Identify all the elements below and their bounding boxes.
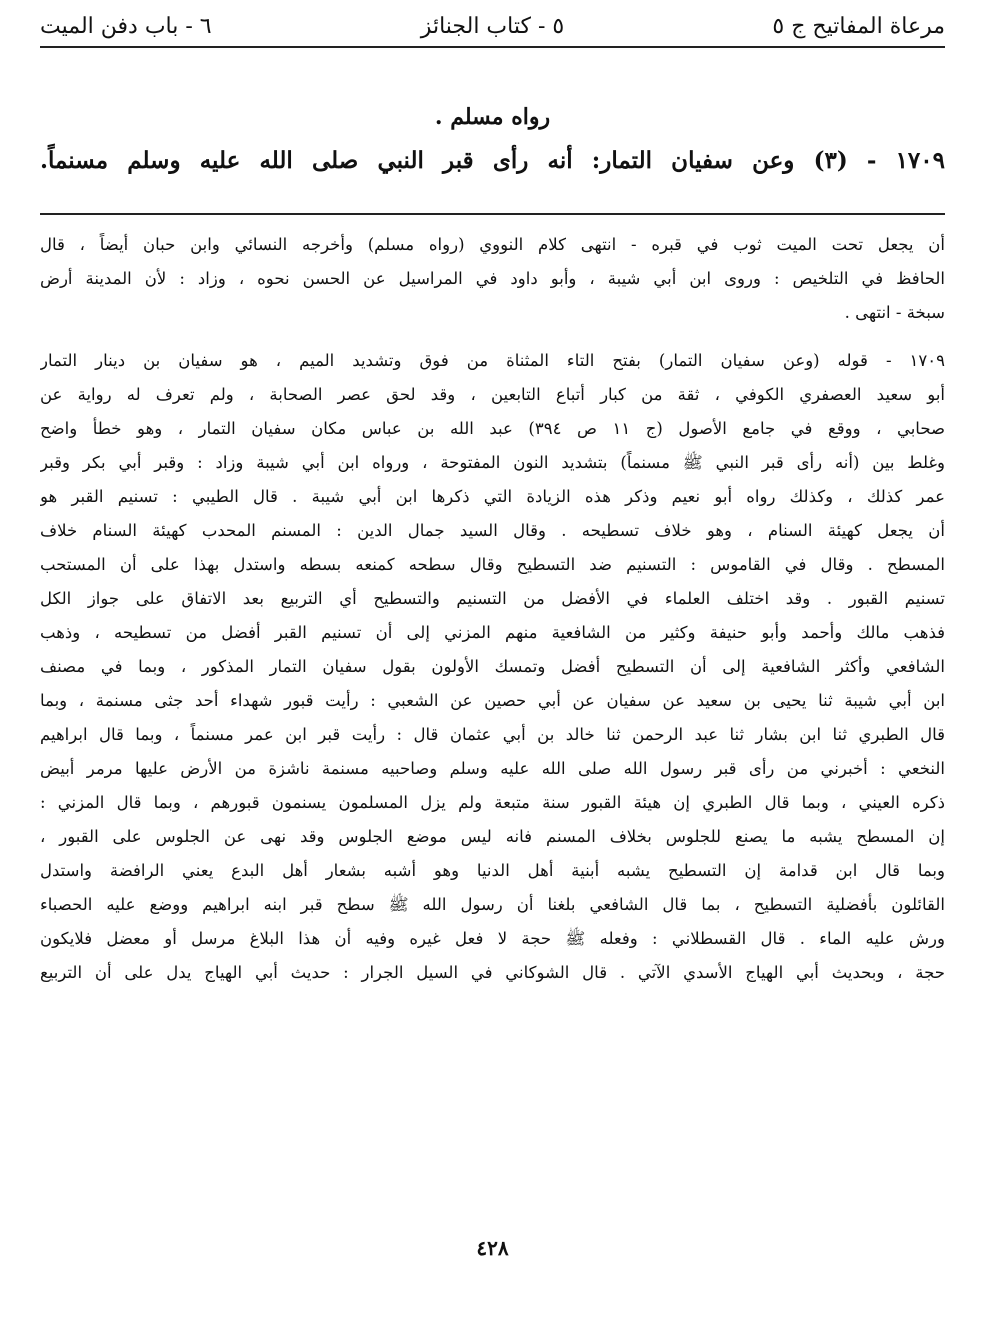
narration-line: رواه مسلم . [434,104,551,130]
commentary-line: أن يجعل كهيئة السنام ، وهو خلاف تسطيحه . وقال السيد جمال الدين : المسنم المحدب كهيئة السنام خلاف [40,521,945,540]
commentary-line: سبخة - انتهى . [844,303,945,322]
header-chapter: ٥ - كتاب الجنائز [420,13,565,39]
commentary-line: فذهب مالك وأحمد وأبو حنيفة وكثير من الشافعية منهم المزني إلى أن تسنيم القبر أفضل من تسطيحه ، وذهب [40,623,945,642]
commentary-line: وبما قال ابن قدامة إن التسطيح يشبه أبنية أهل الدنيا وهو أشبه بشعار أهل البدع يعني الرافضة واستدل [40,861,945,880]
commentary-line: قال الطبري ثنا ابن بشار ثنا عبد الرحمن ثنا خالد بن أبي عثمان قال : رأيت قبر ابن عمر مسنماً ، وبما قال ابراهيم [40,725,945,744]
commentary-line: أبو سعيد العصفري الكوفي ، ثقة من كبار أتباع التابعين ، وقد لحق عصر الصحابة ، ولم تعرف له رواية عن [40,385,945,404]
commentary-line: حجة ، وبحديث أبي الهياج الأسدي الآتي . قال الشوكاني في السيل الجرار : حديث أبي الهياج يدل على أن التربيع [40,963,945,982]
commentary-line: المسطح . وقال في القاموس : التسنيم ضد التسطيح وقال سطحه كمنعه بسطه واستدل بهذا على أن المستحب [40,555,945,574]
header-book-volume: مرعاة المفاتيح ج ٥ [772,13,945,39]
commentary-line: إن المسطح يشبه ما يصنع للجلوس بخلاف المسنم فانه ليس موضع الجلوس وقد نهى عن الجلوس على القبور ، [40,827,945,846]
commentary-line: القائلون بأفضلية التسطيح ، بما قال الشافعي بلغنا أن رسول الله ﷺ سطح قبر ابنه ابراهيم ووضع عليه الحصباء [40,895,945,914]
commentary-line: أن يجعل تحت الميت ثوب في قبره - انتهى كلام النووي (رواه مسلم) وأخرجه النسائي وابن حبان أيضاً ، قال [40,235,945,254]
commentary-line: عمر كذلك ، وكذلك رواه أبو نعيم وذكر هذه الزيادة التي ذكرها ابن أبي شيبة . قال الطيبي : تسنيم القبر هو [40,487,945,506]
section-divider [40,213,945,215]
commentary-block [40,228,945,990]
commentary-line: ذكره العيني ، وبما قال الطبري إن هيئة القبور سنة متبعة ولم يزل المسلمون يسنمون قبورهم ، وبما قال المزني : [40,793,945,812]
commentary-line: صحابي ، ووقع في جامع الأصول (ج ١١ ص ٣٩٤) عبد الله بن عباس مكان سفيان التمار ، وهو خطأ واضح [40,419,945,438]
commentary-line: الحافظ في التلخيص : وروى ابن أبي شيبة ، وأبو داود في المراسيل عن الحسن نحوه ، وزاد : لأن المدينة أرض [40,269,945,288]
header-section: ٦ - باب دفن الميت [40,13,212,39]
commentary-line: النخعي : أخبرني من رأى قبر رسول الله صلى الله عليه وسلم وصاحبيه مسنمة ناشزة من الأرض عليها مرمر أبيض [40,759,945,778]
page-number: ٤٢٨ [476,1236,509,1260]
hadith-line: ١٧٠٩ - (٣) وعن سفيان التمار: أنه رأى قبر النبي صلى الله عليه وسلم مسنماً. [40,147,945,174]
commentary-line: ١٧٠٩ - قوله (وعن سفيان التمار) بفتح التاء المثناة من فوق وتشديد الميم ، هو سفيان بن دينار التمار [40,351,945,370]
commentary-line: وغلط بين (أنه رأى قبر النبي ﷺ مسنماً) بتشديد النون المفتوحة ، ورواه ابن أبي شيبة وزاد : وقبر أبي بكر وقبر [40,453,945,472]
commentary-line: تسنيم القبور . وقد اختلف العلماء في الأفضل من التسنيم والتسطيح أي التربيع بعد الاتفاق على جواز الكل [40,589,945,608]
paragraph-gap [40,330,945,344]
hadith-text-block [40,96,945,184]
commentary-line: ابن أبي شيبة ثنا يحيى بن سعيد عن سفيان عن أبي حصين عن الشعبي : رأيت قبور شهداء أحد جثى مسنمة ، وبما [40,691,945,710]
commentary-line: الشافعي وأكثر الشافعية إلى أن التسطيح أفضل وتمسك الأولون بقول سفيان التمار المذكور ، وبما في مصنف [40,657,945,676]
running-header [40,6,945,48]
commentary-line: ورش عليه الماء . قال القسطلاني : وفعله ﷺ حجة لا فعل غيره وفيه أن هذا البلاغ مرسل أو معضل فلايكون [40,929,945,948]
